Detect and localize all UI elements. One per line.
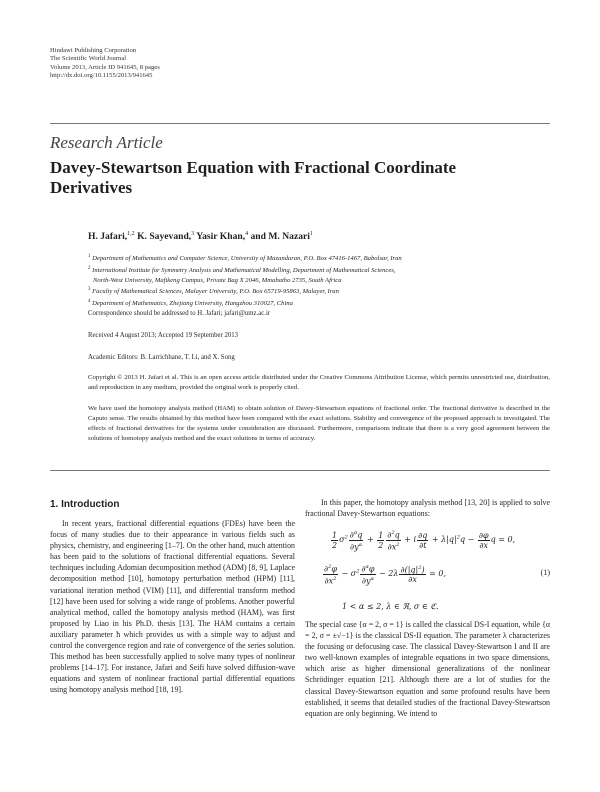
author-affil-sup: 1,2 (127, 231, 135, 237)
author-list (88, 231, 313, 242)
equation-number: (1) (540, 568, 550, 577)
affiliation-line: $^1$ Department of Mathematics and Computer Science, University of Mazandaran, P.O. Box 47416-1467, Babolsar, Iran (88, 254, 402, 263)
intro-left-paragraph: In recent years, fractional differential equations (FDEs) have been the focus of many studies due to their appearance in various fields such as physics, chemistry, and engineering [1–7]. On the other hand, much attention has been paid to the solutions of fractional differential equations. Several techniques including Adomian decomposition method (ADM) [8, 9], Laplace decomposition method [10], homotopy perturbation method (HPM) [11], variational iteration method (VIM) [11], and differential transform method [12] have been used for solving a wide range of problems. Another powerful analytical method, called the homotopy analysis method (HAM), was first proposed by Liao in his Ph.D. thesis [13]. The HAM contains a certain auxiliary parameter ħ which provides us with a simple way to adjust and control the convergence region and rate of convergence of the series solution. This method has been successfully applied to solve many types of nonlinear problems [14–17]. For instance, Jafari and Seifi have solved diffusion-wave equations and system of nonlinear fractional partial differential equations using homotopy analysis method [18, 19]. (50, 519, 295, 695)
author-name: K. Sayevand, (134, 231, 192, 243)
volume-info: Volume 2013, Article ID 941645, 8 pages (50, 63, 160, 71)
section-heading: 1. Introduction (50, 499, 120, 510)
affiliation-line: $^4$ Department of Mathematics, Zhejiang University, Hangzhou 310027, China (88, 298, 293, 308)
equation-line-2: $\frac{\partial^2\varphi}{\partial x^2}$ − $\sigma^2$ $\frac{\partial^\alpha\varphi}{\partial y^\alpha}$ − 2λ $\frac{\partial(|q|^2)}{\partial x}$ = 0, (324, 564, 446, 586)
affiliations (88, 252, 558, 309)
journal-header (50, 47, 160, 81)
affiliation-line: $^2$ International Institute for Symmetry Analysis and Mathematical Modelling, Department of Mathematical Sciences, (88, 265, 396, 274)
intro-right-paragraph-2: The special case {α = 2, σ = 1} is called the classical DS-I equation, while {α = 2, σ = ±√−1} is the classical DS-II equation. The parameter λ characterizes the focusing or defocusing case. The classical Davey-Stewartson I and II are two well-known examples of integrable equations in two space dimensions, which arise as higher dimensional generalizations of the nonlinear Schrödinger equation [21]. Although there are a lot of studies for the classical Davey-Stewartson equation and some profound results have been established, it seems that detailed studies of the fractional Davey-Stewartson equation are only beginning. We intend to (305, 620, 550, 718)
article-type: Research Article (50, 133, 163, 152)
affiliation-line: North-West University, Mafikeng Campus, Private Bag X 2046, Mmabatho 2735, South Africa (93, 276, 342, 284)
author-name: H. Jafari, (88, 231, 128, 243)
equation-conditions: 1 < α ≤ 2, λ ∈ ℜ, σ ∈ ℭ. (342, 602, 439, 611)
received-dates: Received 4 August 2013; Accepted 19 September 2013 (88, 332, 239, 339)
author-affil-sup: 1 (309, 231, 313, 237)
equation-block (324, 529, 550, 617)
publisher-name: Hindawi Publishing Corporation (50, 47, 137, 54)
academic-editors: Academic Editors: B. Larrichhane, T. Li, and X. Song (88, 354, 235, 361)
author-name: and M. Nazari (248, 231, 310, 243)
abstract: We have used the homotopy analysis method (HAM) to obtain solution of Davey-Stewartson equations of fractional order. The fractional derivative is described in the Caputo sense. The results obtained by this method have been compared with the exact solutions. Stability and convergence of the proposed approach is investigated. The effects of fractional derivatives for the systems under consideration are discussed. Furthermore, comparisons indicate that there is a very good agreement between the solutions of homotopy analysis method and the exact solutions in terms of accuracy. (88, 405, 550, 442)
intro-right-paragraph-1: In this paper, the homotopy analysis method [13, 20] is applied to solve fractional Davey-Stewartson equations: (305, 498, 550, 519)
paper-title: Davey-Stewartson Equation with Fractional Coordinate Derivatives (50, 158, 457, 197)
equation-line-1: $\frac{1}{2}$ $\sigma^2$ $\frac{\partial^\alpha q}{\partial y^\alpha}$ + $\frac{1}{2}$ $\frac{\partial^2q}{\partial x^2}$ + i $\frac{\partial q}{\partial t}$ + $\lambda|q|^2q$ − $\frac{\partial\varphi}{\partial x}$ q = 0, (332, 530, 516, 552)
journal-name: The Scientific World Journal (50, 55, 127, 63)
header-rule (50, 123, 550, 124)
author-affil-sup: 4 (245, 231, 249, 237)
affiliation-line: $^3$ Faculty of Mathematical Sciences, Malayer University, P.O. Box 65719-95863, Malayer, Iran (88, 287, 339, 296)
section-rule (50, 470, 550, 471)
correspondence: Correspondence should be addressed to H. Jafari; jafari@umz.ac.ir (88, 310, 271, 317)
author-affil-sup: 3 (191, 231, 195, 237)
author-name: Yasir Khan, (194, 231, 246, 243)
copyright-notice: Copyright © 2013 H. Jafari et al. This is an open access article distributed under the Creative Commons Attribution License, which permits unrestricted use, distribution, and reproduction in any medium, provided the original work is properly cited. (88, 374, 550, 391)
doi-link[interactable]: http://dx.doi.org/10.1155/2013/941645 (50, 72, 153, 80)
